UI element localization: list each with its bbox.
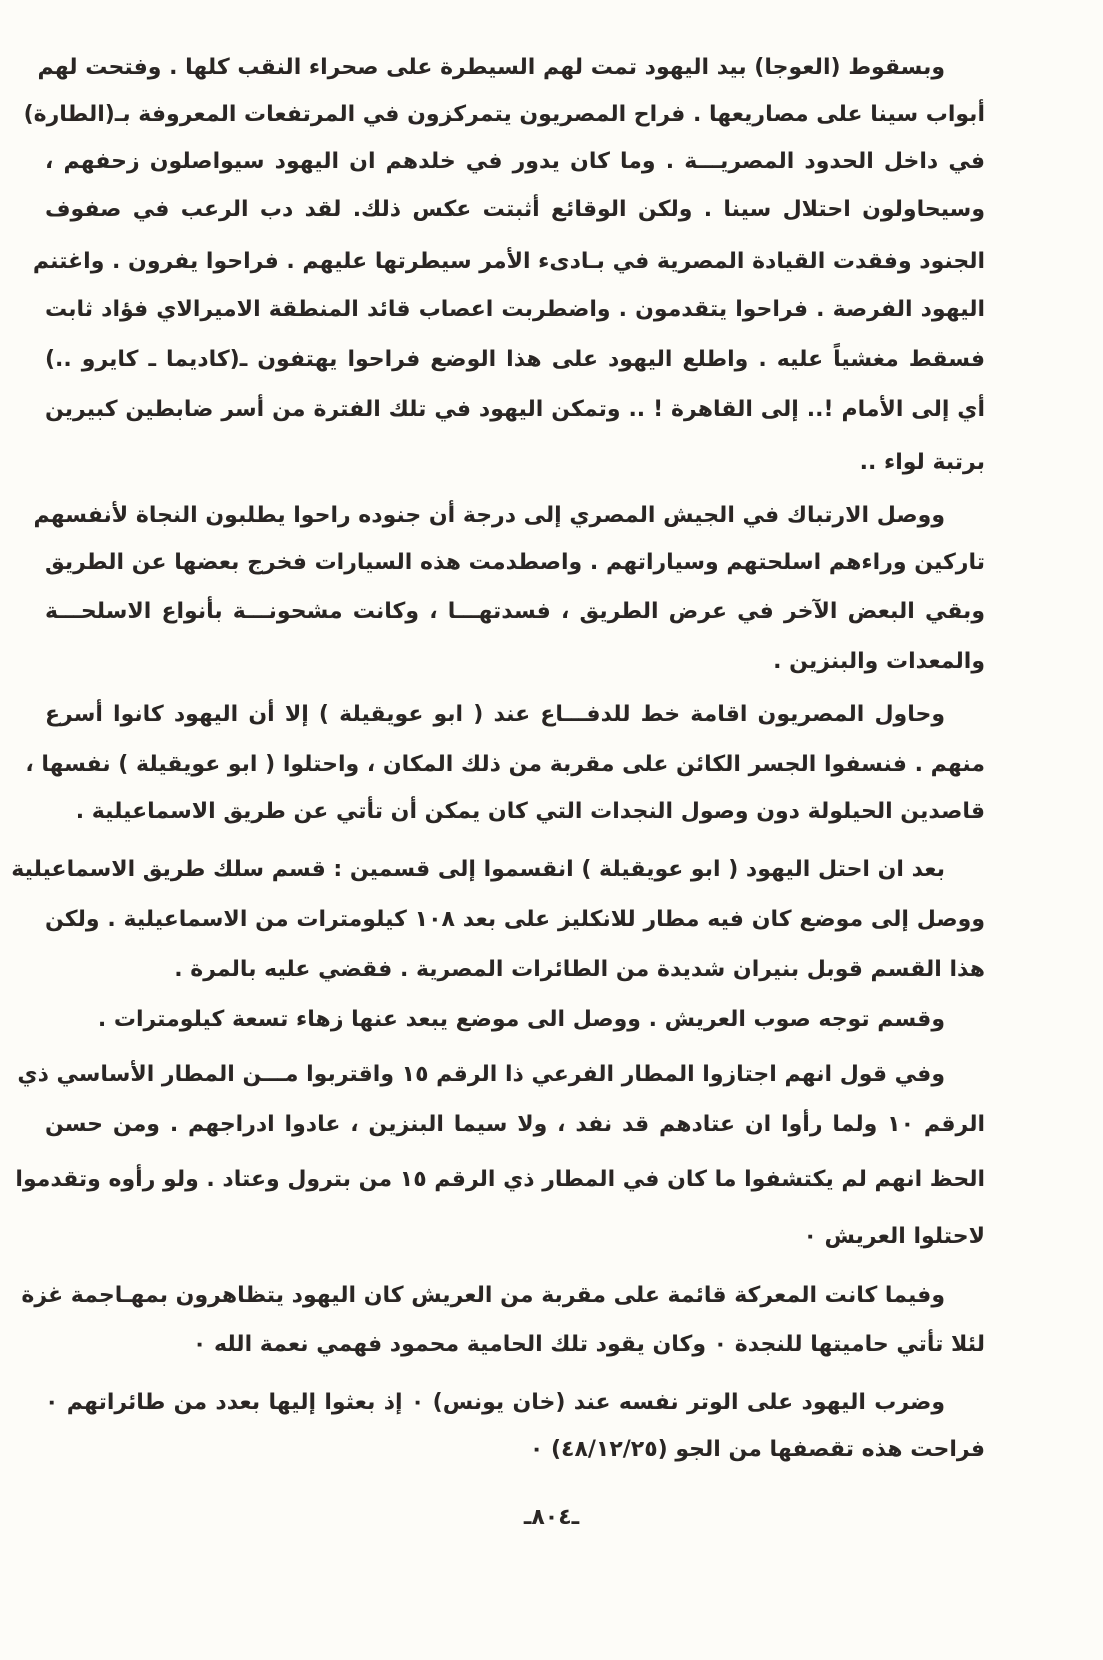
paragraph-5-line: لاحتلوا العريش ٠ <box>803 1224 985 1249</box>
paragraph-3-line: منهم . فنسفوا الجسر الكائن على مقربة من ذلك المكان ، واحتلوا ( ابو عويقيلة ) نفسها ، <box>25 752 985 777</box>
paragraph-5-line: الحظ انهم لم يكتشفوا ما كان في المطار ذي الرقم ١٥ من بترول وعتاد . ولو رأوه وتقدموا <box>15 1167 985 1192</box>
paragraph-7-line: وضرب اليهود على الوتر نفسه عند (خان يونس) ٠ إذ بعثوا إليها بعدد من طائراتهم ٠ <box>45 1390 946 1415</box>
page-number: ـ٨٠٤ـ <box>523 1505 580 1530</box>
paragraph-7-line: فراحت هذه تقصفها من الجو (٤٨/١٢/٢٥) ٠ <box>529 1437 985 1462</box>
paragraph-2-line: ووصل الارتباك في الجيش المصري إلى درجة أن جنوده راحوا يطلبون النجاة لأنفسهم <box>33 503 945 528</box>
paragraph-4-line: هذا القسم قوبل بنيران شديدة من الطائرات المصرية . فقضي عليه بالمرة . <box>174 957 985 982</box>
paragraph-4-line: بعد ان احتل اليهود ( ابو عويقيلة ) انقسموا إلى قسمين : قسم سلك طريق الاسماعيلية <box>11 857 945 882</box>
paragraph-4-line: وقسم توجه صوب العريش . ووصل الى موضع يبعد عنها زهاء تسعة كيلومترات . <box>97 1007 945 1032</box>
paragraph-1-line: في داخل الحدود المصريـــة . وما كان يدور في خلدهم ان اليهود سيواصلون زحفهم ، <box>45 149 985 174</box>
paragraph-1-line: الجنود وفقدت القيادة المصرية في بـادىء الأمر سيطرتها عليهم . فراحوا يفرون . واغتنم <box>32 249 985 274</box>
paragraph-2-line: والمعدات والبنزين . <box>773 649 985 674</box>
paragraph-2-line: تاركين وراءهم اسلحتهم وسياراتهم . واصطدمت هذه السيارات فخرج بعضها عن الطريق <box>45 550 985 575</box>
paragraph-1-line: أي إلى الأمام !.. إلى القاهرة ! .. وتمكن اليهود في تلك الفترة من أسر ضابطين كبيرين <box>45 397 985 422</box>
paragraph-2-line: وبقي البعض الآخر في عرض الطريق ، فسدتهـــا ، وكانت مشحونـــة بأنواع الاسلحـــة <box>45 599 985 624</box>
paragraph-1-line: وسيحاولون احتلال سينا . ولكن الوقائع أثبتت عكس ذلك. لقد دب الرعب في صفوف <box>45 197 985 222</box>
paragraph-4-line: ووصل إلى موضع كان فيه مطار للانكليز على بعد ١٠٨ كيلومترات من الاسماعيلية . ولكن <box>45 907 985 932</box>
paragraph-5-line: الرقم ١٠ ولما رأوا ان عتادهم قد نفد ، ولا سيما البنزين ، عادوا ادراجهم . ومن حسن <box>45 1112 985 1137</box>
paragraph-1-line: اليهود الفرصة . فراحوا يتقدمون . واضطربت اعصاب قائد المنطقة الاميرالاي فؤاد ثابت <box>45 297 985 322</box>
paragraph-3-line: قاصدين الحيلولة دون وصول النجدات التي كان يمكن أن تأتي عن طريق الاسماعيلية . <box>75 799 985 824</box>
paragraph-1-line: برتبة لواء .. <box>859 450 985 475</box>
paragraph-6-line: وفيما كانت المعركة قائمة على مقربة من العريش كان اليهود يتظاهرون بمهـاجمة غزة <box>21 1283 945 1308</box>
paragraph-6-line: لئلا تأتي حاميتها للنجدة ٠ وكان يقود تلك الحامية محمود فهمي نعمة الله ٠ <box>192 1332 985 1357</box>
paragraph-3-line: وحاول المصريون اقامة خط للدفـــاع عند ( ابو عويقيلة ) إلا أن اليهود كانوا أسرع <box>45 702 945 727</box>
paragraph-5-line: وفي قول انهم اجتازوا المطار الفرعي ذا الرقم ١٥ واقتربوا مـــن المطار الأساسي ذي <box>17 1062 945 1087</box>
paragraph-1-line: وبسقوط (العوجا) بيد اليهود تمت لهم السيطرة على صحراء النقب كلها . وفتحت لهم <box>37 55 945 80</box>
paragraph-1-line: فسقط مغشياً عليه . واطلع اليهود على هذا الوضع فراحوا يهتفون ـ(كاديما ـ كايرو ..) <box>45 347 985 372</box>
paragraph-1-line: أبواب سينا على مصاريعها . فراح المصريون يتمركزون في المرتفعات المعروفة بـ(الطارة) <box>23 102 985 127</box>
